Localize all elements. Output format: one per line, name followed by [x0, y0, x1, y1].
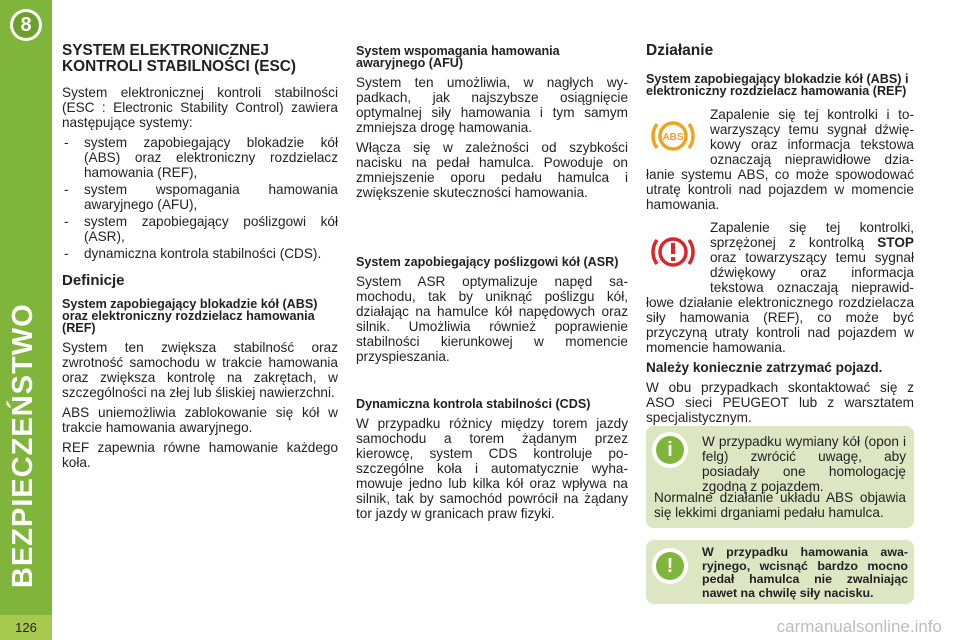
afu-heading: System wspomagania hamowania awaryjnego (AFU) — [356, 44, 560, 70]
info-box-paragraph-2: Normalne działanie układu ABS objawia się lekkimi drganiami pedału hamulca. — [654, 490, 906, 520]
stop-label: STOP — [877, 235, 914, 250]
abs-warning-paragraph: ABS Zapalenie się tej kontrolki i towarzyszący temu sygnał dźwiękowy oraz informacja tekstowa oznaczają nieprawidłowe działanie systemu ABS, co może spowodować utratę kontroli nad pojazdem w momencie hamowania. — [646, 107, 914, 212]
afu-paragraph-1: System ten umożliwia, w nagłych wypadkach, jak najszybsze osiągnięcie optymalnej siły hamowania i tym samym zmniejsza drogę hamowania. — [356, 75, 628, 135]
cds-heading: Dynamiczna kontrola stabilności (CDS) — [356, 397, 591, 411]
abs-ref-paragraph: System ten zwiększa stabilność oraz zwrotność samochodu w trakcie hamowania oraz zwiększa kontrolę na zakrętach, w szczególności na złej lub śliskiej nawierzchni. — [62, 340, 338, 400]
chapter-number: 8 — [13, 12, 39, 38]
column-operation — [646, 43, 914, 430]
warning-box — [646, 540, 914, 604]
cds-section — [356, 398, 628, 526]
ref-warning-paragraph: Zapalenie się tej kontrolki, sprzężonej z kontrolką STOP oraz towarzyszący temu sygnał dźwiękowy oraz informacja tekstowa oznaczają nieprawidłowe działanie elektronicznego rozdzielacza siły hamowania (REF), co może być przyczyną utraty kontroli nad pojazdem w momencie hamowania. — [646, 220, 914, 355]
list-item: - dynamiczna kontrola stabilności (CDS). — [62, 246, 338, 261]
chapter-sidebar — [0, 0, 52, 640]
esc-intro: System elektronicznej kontroli stabilności (ESC : Electronic Stability Control) zawiera następujące systemy: — [62, 85, 338, 130]
page-number: 126 — [0, 615, 52, 640]
column-afu-asr-cds — [356, 45, 628, 205]
esc-heading: SYSTEM ELEKTRONICZNEJ KONTROLI STABILNOŚCI (ESC) — [62, 42, 296, 75]
info-box — [646, 426, 914, 528]
list-item: - system zapobiegający poślizgowi kół (ASR), — [62, 214, 338, 244]
afu-paragraph-2: Włącza się w zależności od szybkości nacisku na pedał hamulca. Powoduje on zmniejszenie oporu pedału hamulca i zwiększenie skuteczności hamowania. — [356, 140, 628, 200]
operation-subheading: System zapobiegający blokadzie kół (ABS) i elektroniczny rozdzielacz hamowania (REF) — [646, 72, 909, 98]
asr-heading: System zapobiegający poślizgowi kół (ASR) — [356, 255, 619, 269]
esc-system-list — [62, 135, 338, 261]
abs-ref-heading: System zapobiegający blokadzie kół (ABS) oraz elektroniczny rozdzielacz hamowania (REF) — [62, 297, 318, 335]
abs-icon-label: ABS — [662, 132, 684, 143]
contact-paragraph: W obu przypadkach skontaktować się z ASO sieci PEUGEOT lub z warsztatem specjalistycznym. — [646, 380, 914, 425]
chapter-title: BEZPIECZEŃSTWO — [7, 303, 39, 588]
stop-warning: Należy koniecznie zatrzymać pojazd. — [646, 360, 883, 375]
ref-paragraph: REF zapewnia równe hamowanie każdego koła. — [62, 440, 338, 470]
info-icon: i — [652, 432, 688, 468]
cds-paragraph: W przypadku różnicy między torem jazdy samochodu a torem żądanym przez kierowcę, system CDS kontroluje poszczególne koła i automatycznie wyhamowuje jedno lub kilka kół oraz wpływa na silnik, tak by samochód powrócił na żądany tor jazdy w granicach praw fizyki. — [356, 416, 628, 521]
asr-section — [356, 256, 628, 369]
definitions-heading: Definicje — [62, 272, 125, 289]
exclamation-icon: ! — [652, 548, 688, 584]
brake-warning-lamp-icon — [646, 220, 706, 280]
abs-paragraph: ABS uniemożliwia zablokowanie się kół w trakcie hamowania awaryjnego. — [62, 405, 338, 435]
watermark: carmanualsonline.info — [776, 617, 942, 636]
asr-paragraph: System ASR optymalizuje napęd samochodu, tak by uniknąć poślizgu kół, działając na hamulce kół napędowych oraz silnik. Umożliwia również poprawienie stabilności kierunkowej w momencie przyspieszania. — [356, 274, 628, 364]
warning-box-text: W przypadku hamowania awaryjnego, wcisnąć bardzo mocno pedał hamulca nie zwalniając nawet na chwilę siły nacisku. — [702, 545, 908, 600]
list-item: - system wspomagania hamowania awaryjnego (AFU), — [62, 182, 338, 212]
info-box-paragraph-1: W przypadku wymiany kół (opon i felg) zwrócić uwagę, aby posiadały one homologację zgodną z pojazdem. — [702, 434, 906, 494]
column-esc — [62, 43, 338, 475]
abs-warning-lamp-icon — [646, 107, 706, 161]
operation-heading: Działanie — [646, 42, 714, 59]
list-item: - system zapobiegający blokadzie kół (ABS) oraz elektroniczny rozdzielacz hamowania (REF), — [62, 135, 338, 180]
chapter-badge — [10, 9, 42, 41]
